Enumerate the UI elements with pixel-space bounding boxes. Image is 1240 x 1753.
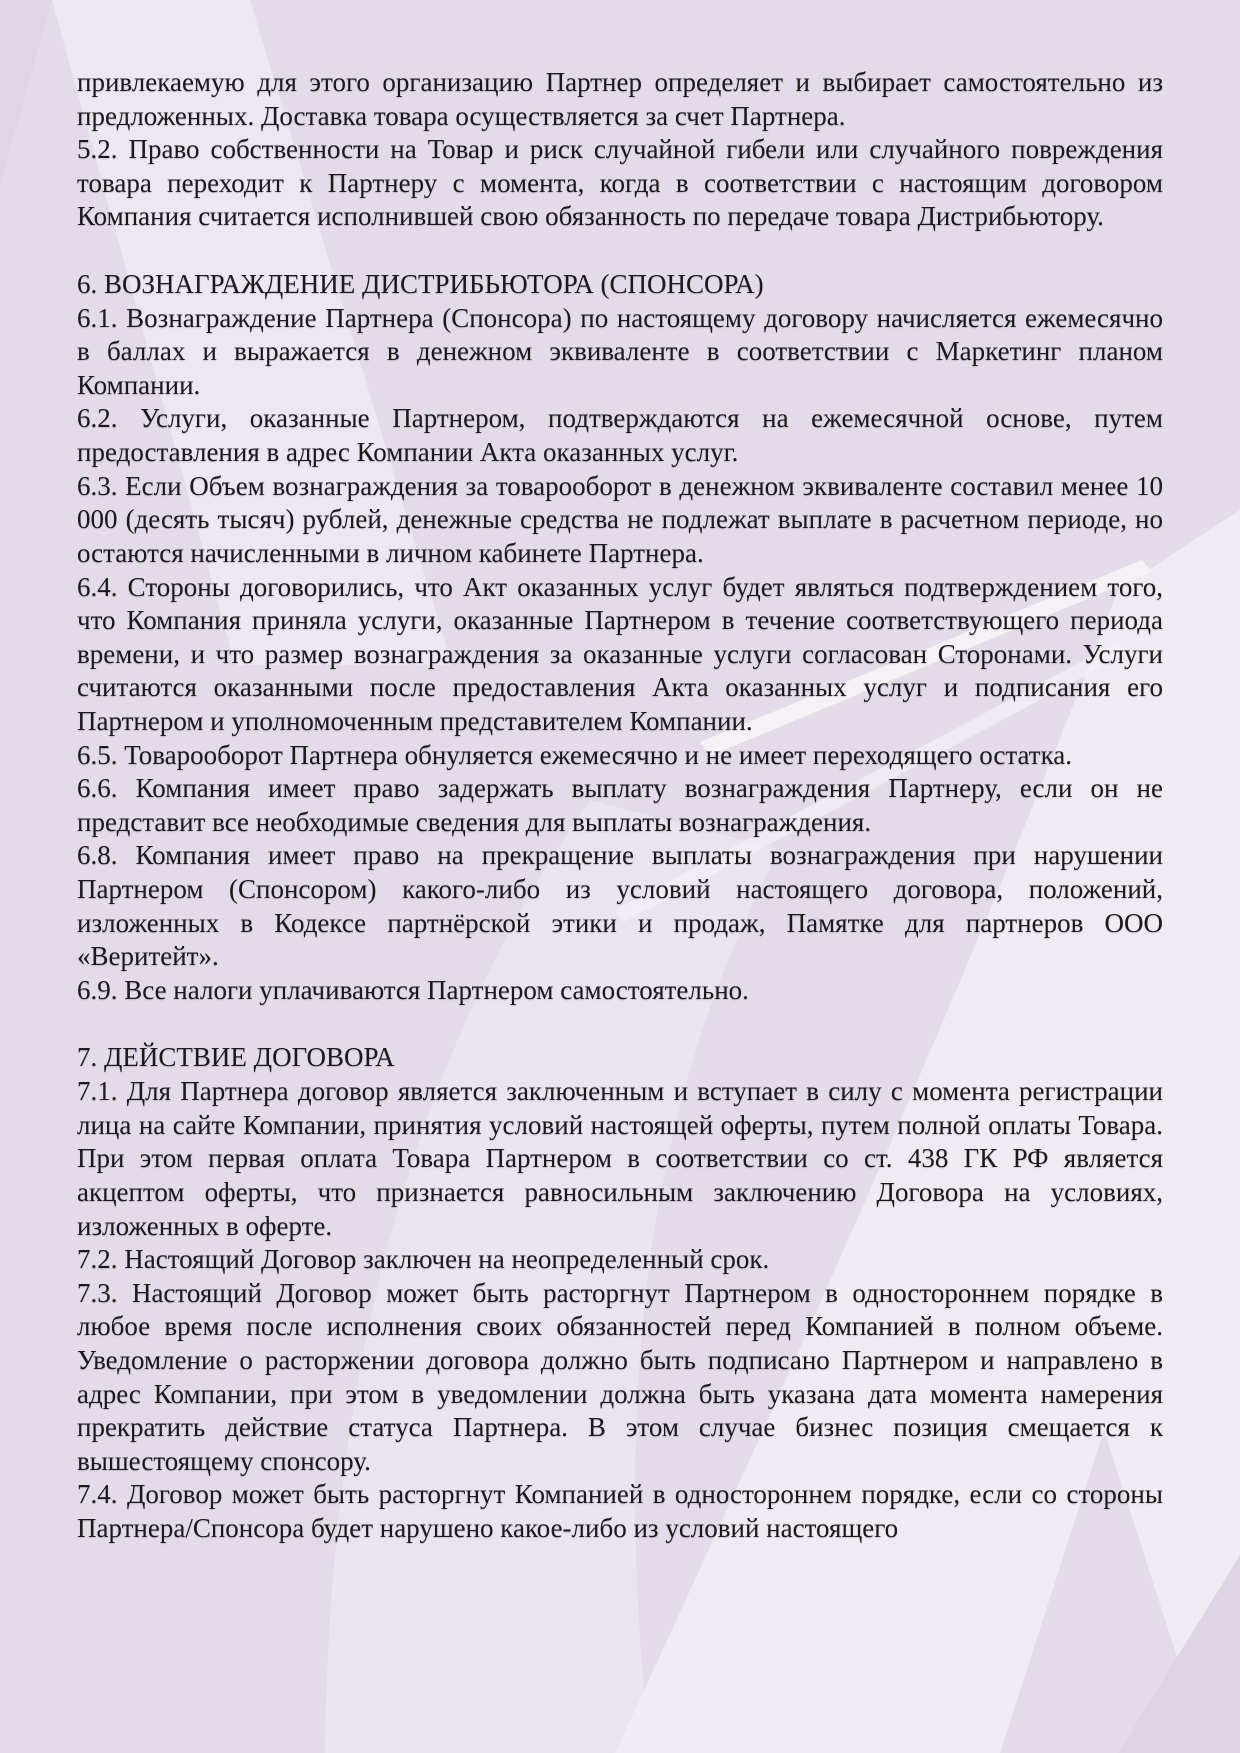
clause-7-2: 7.2. Настоящий Договор заключен на неопределенный срок.	[77, 1244, 770, 1275]
clause-6-1: 6.1. Вознаграждение Партнера (Спонсора) по настоящему договору начисляется ежемесячно в баллах и выражается в денежном эквиваленте в соответствии с Маркетинг планом Компании.	[77, 302, 1163, 400]
clause-6-6: 6.6. Компания имеет право задержать выплату вознаграждения Партнеру, если он не представит все необходимые сведения для выплаты вознаграждения.	[77, 773, 1163, 837]
clause-6-5: 6.5. Товарооборот Партнера обнуляется ежемесячно и не имеет переходящего остатка.	[77, 739, 1073, 770]
clause-7-1: 7.1. Для Партнера договор является заключенным и вступает в силу с момента регистрации лица на сайте Компании, принятия условий настоящей оферты, путем полной оплаты Товара. При этом первая оплата Товара Партнером в соответствии со ст. 438 ГК РФ является акцептом оферты, что признается равносильным заключению Договора на условиях, изложенных в оферте.	[77, 1076, 1163, 1241]
section-7-heading: 7. ДЕЙСТВИЕ ДОГОВОРА	[77, 1042, 395, 1073]
section-6-heading: 6. ВОЗНАГРАЖДЕНИЕ ДИСТРИБЬЮТОРА (СПОНСОРА)	[77, 269, 764, 300]
clause-5-2: 5.2. Право собственности на Товар и риск случайной гибели или случайного повреждения товара переходит к Партнеру с момента, когда в соответствии с настоящим договором Компания считается исполнившей свою обязанность по передаче товара Дистрибьютору.	[77, 134, 1163, 232]
clause-6-4: 6.4. Стороны договорились, что Акт оказанных услуг будет являться подтверждением того, что Компания приняла услуги, оказанные Партнером в течение соответствующего периода времени, и что размер вознаграждения за оказанные услуги согласован Сторонами. Услуги считаются оказанными после предоставления Акта оказанных услуг и подписания его Партнером и уполномоченным представителем Компании.	[77, 571, 1163, 736]
clause-6-2: 6.2. Услуги, оказанные Партнером, подтверждаются на ежемесячной основе, путем предоставления в адрес Компании Акта оказанных услуг.	[77, 403, 1163, 468]
carryover-paragraph: привлекаемую для этого организацию Партнер определяет и выбирает самостоятельно из предложенных. Доставка товара осуществляется за счет Партнера.	[77, 67, 1163, 131]
clause-6-3: 6.3. Если Объем вознаграждения за товарооборот в денежном эквиваленте составил менее 10 000 (десять тысяч) рублей, денежные средства не подлежат выплате в расчетном периоде, но остаются начисленными в личном кабинете Партнера.	[77, 470, 1163, 568]
clause-7-4: 7.4. Договор может быть расторгнут Компанией в одностороннем порядке, если со стороны Партнера/Спонсора будет нарушено какое-либо из условий настоящего	[77, 1479, 1163, 1543]
clause-6-8: 6.8. Компания имеет право на прекращение выплаты вознаграждения при нарушении Партнером (Спонсором) какого-либо из условий настоящего договора, положений, изложенных в Кодексе партнёрской этики и продаж, Памятке для партнеров ООО «Веритейт».	[77, 840, 1163, 972]
clause-6-9: 6.9. Все налоги уплачиваются Партнером самостоятельно.	[77, 974, 749, 1005]
clause-7-3: 7.3. Настоящий Договор может быть расторгнут Партнером в одностороннем порядке в любое время после исполнения своих обязанностей перед Компанией в полном объеме. Уведомление о расторжении договора должно быть подписано Партнером и направлено в адрес Компании, при этом в уведомлении должна быть указана дата момента намерения прекратить действие статуса Партнера. В этом случае бизнес позиция смещается к вышестоящему спонсору.	[77, 1277, 1163, 1476]
